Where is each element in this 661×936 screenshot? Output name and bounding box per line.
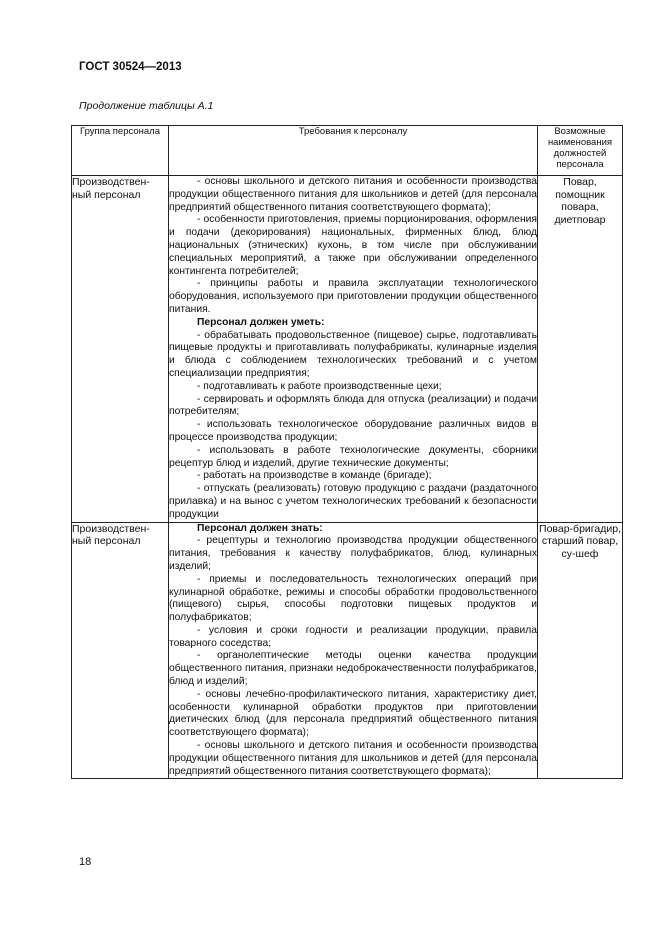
table-caption: Продолжение таблицы А.1 [79, 100, 214, 112]
requirement-paragraph: - приемы и последовательность технологических операций при кулинарной обработке, режимы и способы обработки продовольственного (пищевого) сырья, способы подготовки пищевых продуктов и полуфабрикатов; [169, 573, 537, 624]
requirement-paragraph: - подготавливать к работе производственные цехи; [197, 380, 442, 392]
requirement-paragraph: - сервировать и оформлять блюда для отпуска (реализации) и подачи потребителям; [169, 393, 537, 418]
requirement-paragraph: - обрабатывать продовольственное (пищевое) сырье, подготавливать пищевые продукты и приготавливать полуфабрикаты, кулинарные изделия и блюда с соблюдением технологических требований и с учетом специализации предприятия; [169, 329, 537, 379]
requirement-paragraph: - органолептические методы оценки качества продукции общественного питания, признаки недоброкачественности полуфабрикатов, блюд и изделий; [169, 650, 537, 688]
requirement-heading: Персонал должен знать: [197, 522, 323, 534]
requirement-paragraph: - рецептуры и технологию производства продукции общественного питания, требования к качеству полуфабрикатов, блюд, кулинарных изделий; [169, 535, 537, 572]
row-positions-cell: Повар, помощник повара, диетповар [538, 176, 623, 523]
requirement-paragraph: - использовать в работе технологические документы, сборники рецептур блюд и изделий, другие технические документы; [169, 444, 537, 469]
header-requirements: Требования к персоналу [169, 126, 538, 176]
row-group-cell: Производствен-ный персонал [72, 522, 169, 779]
requirement-paragraph: - основы школьного и детского питания и особенности производства продукции общественного питания для школьников и детей (для персонала предприятий общественного питания соответствующего формата); [169, 176, 537, 213]
row-requirements-cell [169, 176, 538, 523]
table-row [72, 522, 623, 779]
requirement-paragraph: - принципы работы и правила эксплуатации технологического оборудования, используемого при приготовлении продукции общественного питания. [169, 278, 537, 315]
row-requirements-cell [169, 522, 538, 779]
requirement-paragraph: - особенности приготовления, приемы порционирования, оформления и подачи (декорирования) национальных, фирменных блюд, блюд национальных (этнических) кухонь, в том числе при обслуживании специальных мероприятий, а также при обслуживании определенного контингента потребителей; [169, 214, 537, 277]
table-row [72, 176, 623, 523]
document-title: ГОСТ 30524—2013 [79, 61, 182, 73]
requirement-paragraph: - основы лечебно-профилактического питания, характеристику диет, особенности кулинарной обработки продуктов при приготовлении диетических блюд (для персонала предприятий общественного питания соответствующего формата); [169, 688, 537, 739]
requirement-paragraph: - отпускать (реализовать) готовую продукцию с раздачи (раздаточного прилавка) и на вынос с учетом технологических требований к безопасности продукции [169, 483, 537, 520]
requirement-heading: Персонал должен уметь: [197, 316, 325, 328]
header-positions: Возможные наименования должностей персонала [538, 126, 623, 176]
requirements-table [71, 125, 623, 779]
requirement-paragraph: - использовать технологическое оборудование различных видов в процессе производства продукции; [169, 419, 537, 443]
requirement-paragraph: - работать на производстве в команде (бригаде); [197, 470, 432, 482]
row-group-cell: Производствен-ный персонал [72, 176, 169, 523]
table-header-row [72, 126, 623, 176]
header-group: Группа персонала [72, 126, 169, 176]
requirement-paragraph: - условия и сроки годности и реализации продукции, правила товарного соседства; [169, 624, 537, 649]
page-number: 18 [79, 856, 92, 868]
row-positions-cell: Повар-бригадир, старший повар, су-шеф [538, 522, 623, 779]
requirement-paragraph: - основы школьного и детского питания и особенности производства продукции общественного питания для школьников и детей (для персонала предприятий общественного питания соответствующего формата); [169, 740, 537, 777]
